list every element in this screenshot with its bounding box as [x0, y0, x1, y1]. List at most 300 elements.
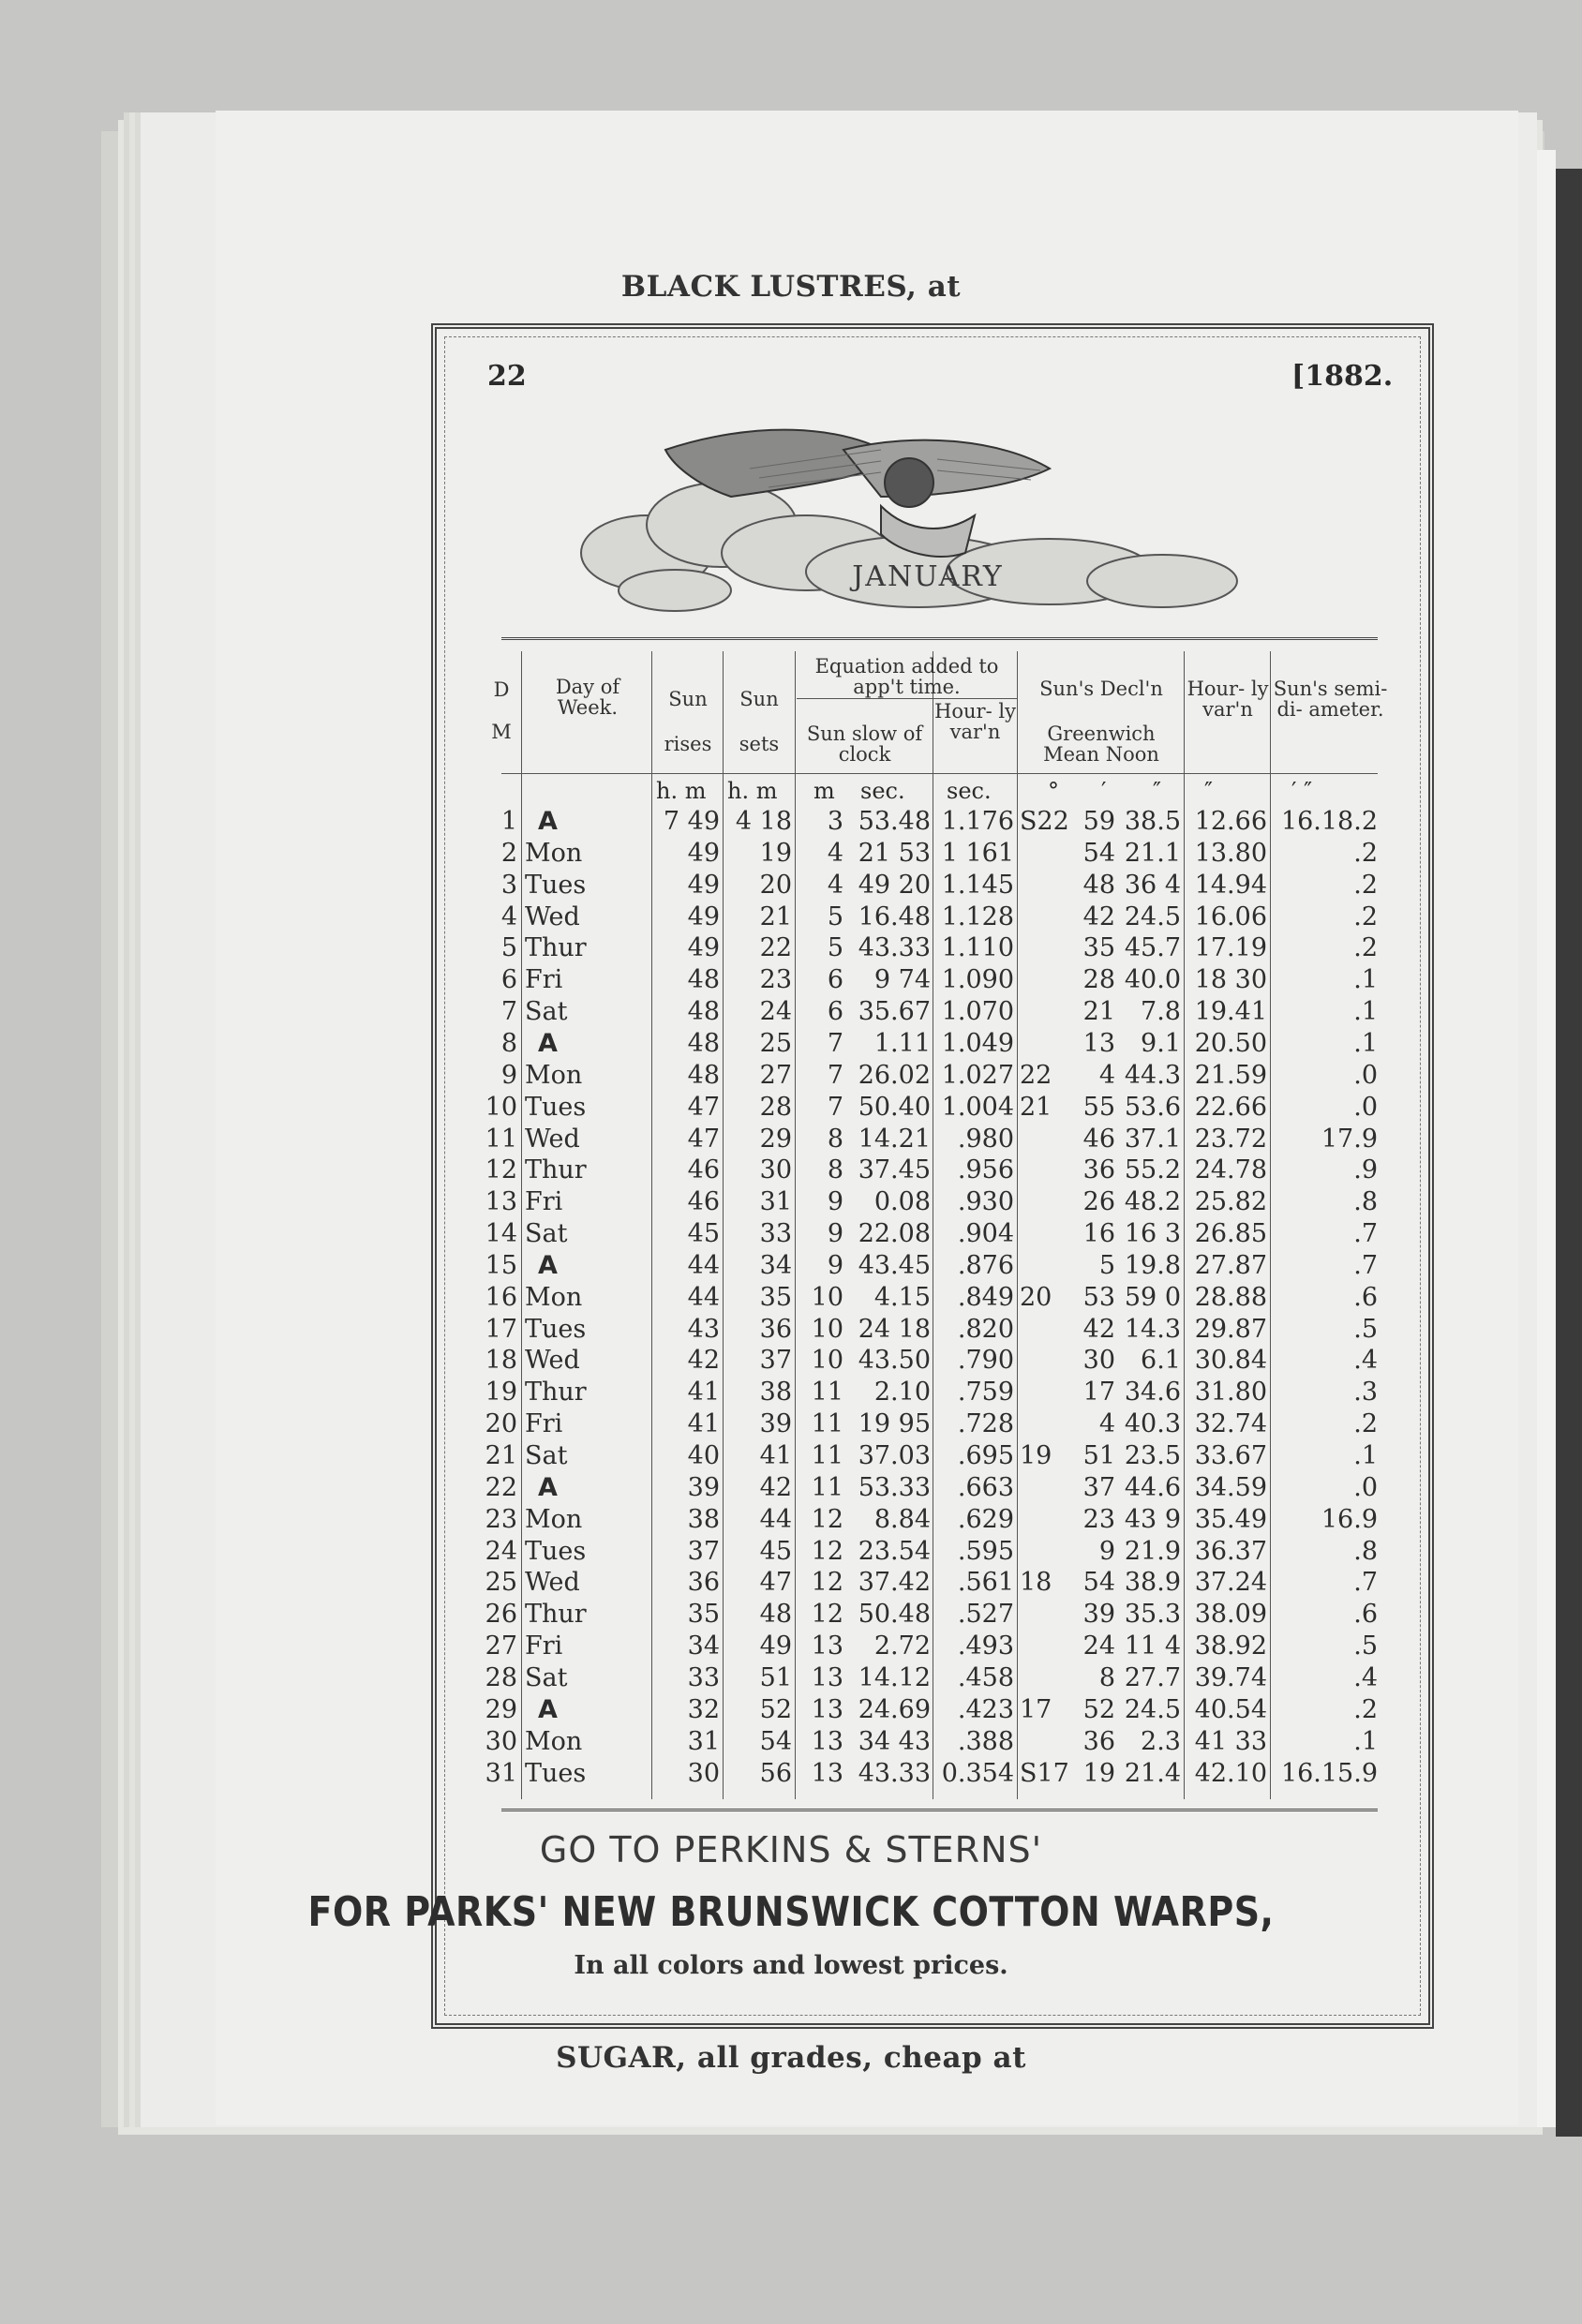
cell-ds: 7.8	[1141, 997, 1181, 1027]
cell-dd: 22	[1020, 1060, 1052, 1090]
cell-rise: 37	[687, 1536, 720, 1566]
cell-day: A	[538, 1250, 558, 1280]
cell-rise: 48	[687, 965, 720, 995]
cell-dhv: 20.50	[1194, 1028, 1267, 1058]
cell-dm: 16	[1082, 1219, 1115, 1249]
cell-dhv: 14.94	[1194, 870, 1267, 900]
running-head-top: BLACK LUSTRES, at	[620, 270, 962, 304]
unit-eq-hourly: sec.	[947, 778, 992, 804]
cell-eqm: 4	[827, 838, 843, 868]
unit-sets: h. m	[727, 778, 778, 804]
cell-eqm: 10	[811, 1346, 843, 1376]
cell-day: Wed	[525, 1568, 580, 1598]
cell-eqhv: .527	[957, 1600, 1014, 1630]
unit-arcseconds: ″	[1153, 778, 1161, 804]
table-row	[0, 932, 1582, 964]
cell-eqs: 35.67	[858, 997, 931, 1027]
cell-ds: 45.7	[1124, 933, 1181, 963]
cell-d: 15	[485, 1250, 517, 1280]
cell-dm: 4	[1098, 1409, 1115, 1439]
cell-day: Sat	[525, 997, 568, 1027]
cell-dhv: 26.85	[1194, 1219, 1267, 1249]
cell-day: Mon	[525, 1060, 583, 1090]
table-row	[0, 1536, 1582, 1568]
cell-semi: .7	[1353, 1568, 1378, 1598]
cell-semi: .1	[1353, 1028, 1378, 1058]
cell-eqs: 34 43	[858, 1726, 931, 1756]
cell-ds: 2.3	[1141, 1726, 1181, 1756]
cell-semi: .1	[1353, 1726, 1378, 1756]
cell-semi: 16.15.9	[1280, 1758, 1378, 1788]
cell-dhv: 38.92	[1194, 1631, 1267, 1661]
cell-set: 33	[759, 1219, 792, 1249]
unit-decl-hourly: ″	[1204, 778, 1213, 804]
cell-set: 41	[759, 1441, 792, 1470]
cell-rise: 35	[687, 1600, 720, 1630]
cell-dm: 9	[1098, 1536, 1115, 1566]
cell-dhv: 28.88	[1194, 1282, 1267, 1312]
cell-d: 20	[485, 1409, 517, 1439]
cell-dd: S17	[1020, 1758, 1069, 1788]
cell-day: Thur	[525, 1600, 587, 1630]
cell-set: 44	[759, 1504, 792, 1534]
cell-rise: 43	[687, 1314, 720, 1344]
cell-eqs: 2.10	[873, 1378, 931, 1408]
cell-d: 14	[485, 1219, 517, 1249]
table-row	[0, 1124, 1582, 1155]
cell-eqm: 12	[811, 1536, 843, 1566]
table-row	[0, 1758, 1582, 1790]
cell-eqhv: .663	[957, 1472, 1014, 1502]
cell-dm: 8	[1098, 1662, 1115, 1692]
header-sun-rises: Sun rises	[664, 688, 712, 755]
cell-dm: 42	[1082, 1314, 1115, 1344]
cell-semi: .1	[1353, 997, 1378, 1027]
cell-rise: 46	[687, 1187, 720, 1217]
cell-ds: 19.8	[1124, 1250, 1181, 1280]
cell-dhv: 37.24	[1194, 1568, 1267, 1598]
cell-dhv: 40.54	[1194, 1694, 1267, 1724]
cell-dm: 4	[1098, 1060, 1115, 1090]
cell-d: 2	[500, 838, 517, 868]
cell-eqs: 14.21	[858, 1124, 931, 1154]
table-row	[0, 1726, 1582, 1758]
cell-set: 24	[759, 997, 792, 1027]
cell-dm: 48	[1082, 870, 1115, 900]
cell-d: 21	[485, 1441, 517, 1470]
cell-semi: .9	[1353, 1155, 1378, 1185]
cell-ds: 38.9	[1124, 1568, 1181, 1598]
table-row	[0, 1408, 1582, 1440]
cell-dd: 18	[1020, 1568, 1052, 1598]
cell-semi: .0	[1353, 1092, 1378, 1122]
cell-semi: .6	[1353, 1282, 1378, 1312]
cell-d: 10	[485, 1092, 517, 1122]
cell-eqm: 6	[827, 965, 843, 995]
cell-eqm: 13	[811, 1694, 843, 1724]
cell-day: A	[538, 1694, 558, 1724]
cell-ds: 11 4	[1124, 1631, 1181, 1661]
cell-eqhv: .561	[957, 1568, 1014, 1598]
cell-eqhv: .849	[957, 1282, 1014, 1312]
cell-semi: 16.18.2	[1280, 807, 1378, 836]
cell-d: 17	[485, 1314, 517, 1344]
cell-ds: 43 9	[1124, 1504, 1181, 1534]
cell-ds: 53.6	[1124, 1092, 1181, 1122]
cell-eqhv: .876	[957, 1250, 1014, 1280]
cell-semi: .3	[1353, 1378, 1378, 1408]
cell-d: 13	[485, 1187, 517, 1217]
table-row	[0, 1186, 1582, 1218]
cell-set: 25	[759, 1028, 792, 1058]
table-row	[0, 996, 1582, 1028]
cell-day: Sat	[525, 1662, 568, 1692]
cell-day: Fri	[525, 1187, 563, 1217]
cell-day: Tues	[525, 1092, 587, 1122]
cell-dhv: 35.49	[1194, 1504, 1267, 1534]
cell-eqm: 9	[827, 1250, 843, 1280]
cell-eqs: 43.50	[858, 1346, 931, 1376]
cell-dm: 42	[1082, 901, 1115, 931]
cell-set: 28	[759, 1092, 792, 1122]
january-vignette	[562, 412, 1256, 637]
cell-d: 26	[485, 1600, 517, 1630]
cell-eqhv: .980	[957, 1124, 1014, 1154]
cell-rise: 40	[687, 1441, 720, 1470]
cell-dhv: 27.87	[1194, 1250, 1267, 1280]
cell-dm: 36	[1082, 1155, 1115, 1185]
cell-rise: 45	[687, 1219, 720, 1249]
cell-day: A	[538, 807, 558, 836]
cell-set: 38	[759, 1378, 792, 1408]
cell-day: Fri	[525, 965, 563, 995]
cell-dhv: 19.41	[1194, 997, 1267, 1027]
unit-eq-minutes: m	[813, 778, 835, 804]
cell-eqm: 12	[811, 1600, 843, 1630]
ad-line-1: GO TO PERKINS & STERNS'	[539, 1829, 1043, 1870]
cell-ds: 48.2	[1124, 1187, 1181, 1217]
cell-set: 21	[759, 901, 792, 931]
cell-semi: .8	[1353, 1536, 1378, 1566]
cell-eqm: 13	[811, 1758, 843, 1788]
table-row	[0, 1028, 1582, 1060]
cell-eqhv: 1 161	[941, 838, 1014, 868]
cell-set: 48	[759, 1600, 792, 1630]
cell-d: 8	[500, 1028, 517, 1058]
cell-day: Wed	[525, 1124, 580, 1154]
cell-eqm: 4	[827, 870, 843, 900]
table-row	[0, 964, 1582, 996]
cell-d: 23	[485, 1504, 517, 1534]
cell-dm: 28	[1082, 965, 1115, 995]
cell-d: 22	[485, 1472, 517, 1502]
cell-eqs: 21 53	[858, 838, 931, 868]
cell-day: Fri	[525, 1631, 563, 1661]
cell-d: 11	[485, 1124, 517, 1154]
cell-dm: 24	[1082, 1631, 1115, 1661]
cell-semi: 16.9	[1321, 1504, 1378, 1534]
cell-dm: 30	[1082, 1346, 1115, 1376]
cell-semi: .5	[1353, 1631, 1378, 1661]
cell-rise: 48	[687, 997, 720, 1027]
cell-d: 30	[485, 1726, 517, 1756]
cell-d: 27	[485, 1631, 517, 1661]
cell-ds: 14.3	[1124, 1314, 1181, 1344]
cell-eqhv: .629	[957, 1504, 1014, 1534]
cell-ds: 34.6	[1124, 1378, 1181, 1408]
cell-dm: 19	[1082, 1758, 1115, 1788]
cell-eqm: 5	[827, 933, 843, 963]
cell-eqhv: .695	[957, 1441, 1014, 1470]
cell-eqm: 13	[811, 1631, 843, 1661]
cell-rise: 39	[687, 1472, 720, 1502]
cell-eqm: 8	[827, 1124, 843, 1154]
cell-rise: 30	[687, 1758, 720, 1788]
cell-eqm: 11	[811, 1378, 843, 1408]
cell-dhv: 16.06	[1194, 901, 1267, 931]
cell-d: 9	[500, 1060, 517, 1090]
header-equation: Equation added to app't time.	[814, 655, 999, 698]
table-bottom-rule	[501, 1809, 1378, 1811]
cell-eqm: 13	[811, 1726, 843, 1756]
cell-rise: 46	[687, 1155, 720, 1185]
cell-ds: 40.3	[1124, 1409, 1181, 1439]
cell-day: Tues	[525, 870, 587, 900]
cell-eqhv: .728	[957, 1409, 1014, 1439]
cell-eqs: 2.72	[873, 1631, 931, 1661]
cell-eqhv: 1.049	[941, 1028, 1014, 1058]
cell-ds: 6.1	[1141, 1346, 1181, 1376]
cell-day: Fri	[525, 1409, 563, 1439]
cell-semi: .2	[1353, 870, 1378, 900]
table-row	[0, 1250, 1582, 1282]
cell-day: A	[538, 1028, 558, 1058]
cell-dm: 55	[1082, 1092, 1115, 1122]
cell-dhv: 25.82	[1194, 1187, 1267, 1217]
unit-arcminutes: ′	[1101, 778, 1107, 804]
ad-line-2: FOR PARKS' NEW BRUNSWICK COTTON WARPS,	[307, 1887, 1275, 1936]
cell-set: 42	[759, 1472, 792, 1502]
header-decl-hourly: Hour- ly var'n	[1186, 678, 1269, 721]
cell-dhv: 24.78	[1194, 1155, 1267, 1185]
cell-rise: 31	[687, 1726, 720, 1756]
cell-eqhv: 0.354	[941, 1758, 1014, 1788]
cell-eqm: 9	[827, 1219, 843, 1249]
cell-eqhv: 1.004	[941, 1092, 1014, 1122]
vignette-label: JANUARY	[852, 560, 1004, 593]
cell-day: Mon	[525, 838, 583, 868]
cell-d: 16	[485, 1282, 517, 1312]
header-sun-slow: Sun slow of clock	[806, 723, 923, 766]
header-day-of-week: Day of Week.	[555, 676, 620, 719]
cell-day: A	[538, 1472, 558, 1502]
cell-dhv: 12.66	[1194, 807, 1267, 836]
cell-ds: 55.2	[1124, 1155, 1181, 1185]
cell-dd: S22	[1020, 807, 1069, 836]
cell-eqhv: .759	[957, 1378, 1014, 1408]
cell-rise: 33	[687, 1662, 720, 1692]
cell-eqhv: 1.070	[941, 997, 1014, 1027]
ad-line-3: In all colors and lowest prices.	[574, 1951, 1008, 1980]
cell-d: 18	[485, 1346, 517, 1376]
cell-semi: .4	[1353, 1346, 1378, 1376]
cell-semi: 17.9	[1321, 1124, 1378, 1154]
cell-rise: 44	[687, 1250, 720, 1280]
cell-ds: 21.4	[1124, 1758, 1181, 1788]
cell-eqs: 43.33	[858, 1758, 931, 1788]
cell-dm: 54	[1082, 838, 1115, 868]
unit-degrees: °	[1048, 778, 1059, 804]
cell-set: 51	[759, 1662, 792, 1692]
cell-eqhv: .820	[957, 1314, 1014, 1344]
cell-dhv: 13.80	[1194, 838, 1267, 868]
cell-ds: 21.9	[1124, 1536, 1181, 1566]
cell-eqm: 7	[827, 1092, 843, 1122]
cell-eqm: 12	[811, 1504, 843, 1534]
cell-eqm: 5	[827, 901, 843, 931]
cell-eqhv: .956	[957, 1155, 1014, 1185]
cell-dhv: 33.67	[1194, 1441, 1267, 1470]
table-row	[0, 1440, 1582, 1472]
cell-eqm: 12	[811, 1568, 843, 1598]
cell-dd: 19	[1020, 1441, 1052, 1470]
cell-ds: 16 3	[1124, 1219, 1181, 1249]
cell-ds: 38.5	[1124, 807, 1181, 836]
cell-d: 5	[500, 933, 517, 963]
cell-dm: 36	[1082, 1726, 1115, 1756]
cell-set: 23	[759, 965, 792, 995]
cell-eqhv: .493	[957, 1631, 1014, 1661]
cell-ds: 9.1	[1141, 1028, 1181, 1058]
cell-ds: 27.7	[1124, 1662, 1181, 1692]
cell-eqs: 4.15	[873, 1282, 931, 1312]
cell-eqs: 22.08	[858, 1219, 931, 1249]
cell-set: 31	[759, 1187, 792, 1217]
cell-set: 35	[759, 1282, 792, 1312]
cell-dhv: 29.87	[1194, 1314, 1267, 1344]
equation-subheader-rule	[797, 698, 1017, 699]
cell-dm: 26	[1082, 1187, 1115, 1217]
cell-dm: 13	[1082, 1028, 1115, 1058]
cell-dhv: 22.66	[1194, 1092, 1267, 1122]
table-row	[0, 1345, 1582, 1377]
cell-d: 4	[500, 901, 517, 931]
cell-semi: .2	[1353, 838, 1378, 868]
cell-eqs: 43.45	[858, 1250, 931, 1280]
cell-day: Mon	[525, 1282, 583, 1312]
table-row	[0, 1631, 1582, 1662]
cell-ds: 24.5	[1124, 901, 1181, 931]
cell-eqhv: .458	[957, 1662, 1014, 1692]
cell-d: 1	[500, 807, 517, 836]
cell-eqhv: .930	[957, 1187, 1014, 1217]
cell-day: Thur	[525, 933, 587, 963]
cell-rise: 47	[687, 1092, 720, 1122]
cell-rise: 49	[687, 870, 720, 900]
page-number: 22	[487, 360, 527, 393]
table-row	[0, 901, 1582, 933]
cell-eqs: 1.11	[873, 1028, 931, 1058]
cell-eqm: 9	[827, 1187, 843, 1217]
cell-set: 49	[759, 1631, 792, 1661]
cell-set: 45	[759, 1536, 792, 1566]
header-greenwich: Greenwich Mean Noon	[1043, 723, 1159, 766]
table-row	[0, 1314, 1582, 1346]
cell-d: 31	[485, 1758, 517, 1788]
cell-dm: 46	[1082, 1124, 1115, 1154]
cell-ds: 35.3	[1124, 1600, 1181, 1630]
cell-day: Wed	[525, 901, 580, 931]
table-row	[0, 838, 1582, 870]
cell-eqhv: 1.176	[941, 807, 1014, 836]
cell-eqs: 23.54	[858, 1536, 931, 1566]
cell-d: 28	[485, 1662, 517, 1692]
table-row	[0, 1060, 1582, 1092]
table-row	[0, 1155, 1582, 1186]
cell-semi: .2	[1353, 1694, 1378, 1724]
cell-eqm: 10	[811, 1282, 843, 1312]
cell-dd: 20	[1020, 1282, 1052, 1312]
cell-dm: 53	[1082, 1282, 1115, 1312]
table-row	[0, 1599, 1582, 1631]
cell-day: Tues	[525, 1314, 587, 1344]
cell-eqhv: 1.027	[941, 1060, 1014, 1090]
cell-dhv: 34.59	[1194, 1472, 1267, 1502]
cell-dd: 17	[1020, 1694, 1052, 1724]
cell-eqs: 16.48	[858, 901, 931, 931]
cell-eqs: 0.08	[873, 1187, 931, 1217]
cell-eqs: 49 20	[858, 870, 931, 900]
cell-dm: 35	[1082, 933, 1115, 963]
cell-eqhv: 1.128	[941, 901, 1014, 931]
cell-day: Tues	[525, 1758, 587, 1788]
header-d: D	[493, 678, 510, 701]
cell-ds: 36 4	[1124, 870, 1181, 900]
table-row	[0, 1092, 1582, 1124]
cell-eqs: 53.33	[858, 1472, 931, 1502]
cell-dm: 39	[1082, 1600, 1115, 1630]
cell-rise: 41	[687, 1378, 720, 1408]
cell-eqhv: .790	[957, 1346, 1014, 1376]
cell-eqm: 8	[827, 1155, 843, 1185]
cell-eqs: 8.84	[873, 1504, 931, 1534]
cell-dhv: 32.74	[1194, 1409, 1267, 1439]
cell-d: 6	[500, 965, 517, 995]
table-row	[0, 1218, 1582, 1250]
cell-dm: 37	[1082, 1472, 1115, 1502]
cell-day: Thur	[525, 1155, 587, 1185]
cell-set: 29	[759, 1124, 792, 1154]
cell-eqs: 19 95	[858, 1409, 931, 1439]
cell-rise: 49	[687, 838, 720, 868]
cell-eqhv: 1.110	[941, 933, 1014, 963]
table-top-rule	[501, 637, 1378, 640]
cell-ds: 24.5	[1124, 1694, 1181, 1724]
cell-semi: .7	[1353, 1250, 1378, 1280]
cell-semi: .5	[1353, 1314, 1378, 1344]
cell-day: Thur	[525, 1378, 587, 1408]
cell-set: 19	[759, 838, 792, 868]
running-head-bottom: SUGAR, all grades, cheap at	[556, 2041, 1026, 2075]
cell-rise: 7 49	[663, 807, 720, 836]
table-row	[0, 1694, 1582, 1726]
cell-eqm: 11	[811, 1409, 843, 1439]
cell-rise: 48	[687, 1060, 720, 1090]
unit-eq-seconds: sec.	[860, 778, 905, 804]
cell-eqm: 11	[811, 1441, 843, 1470]
cell-semi: .1	[1353, 965, 1378, 995]
cell-dhv: 23.72	[1194, 1124, 1267, 1154]
